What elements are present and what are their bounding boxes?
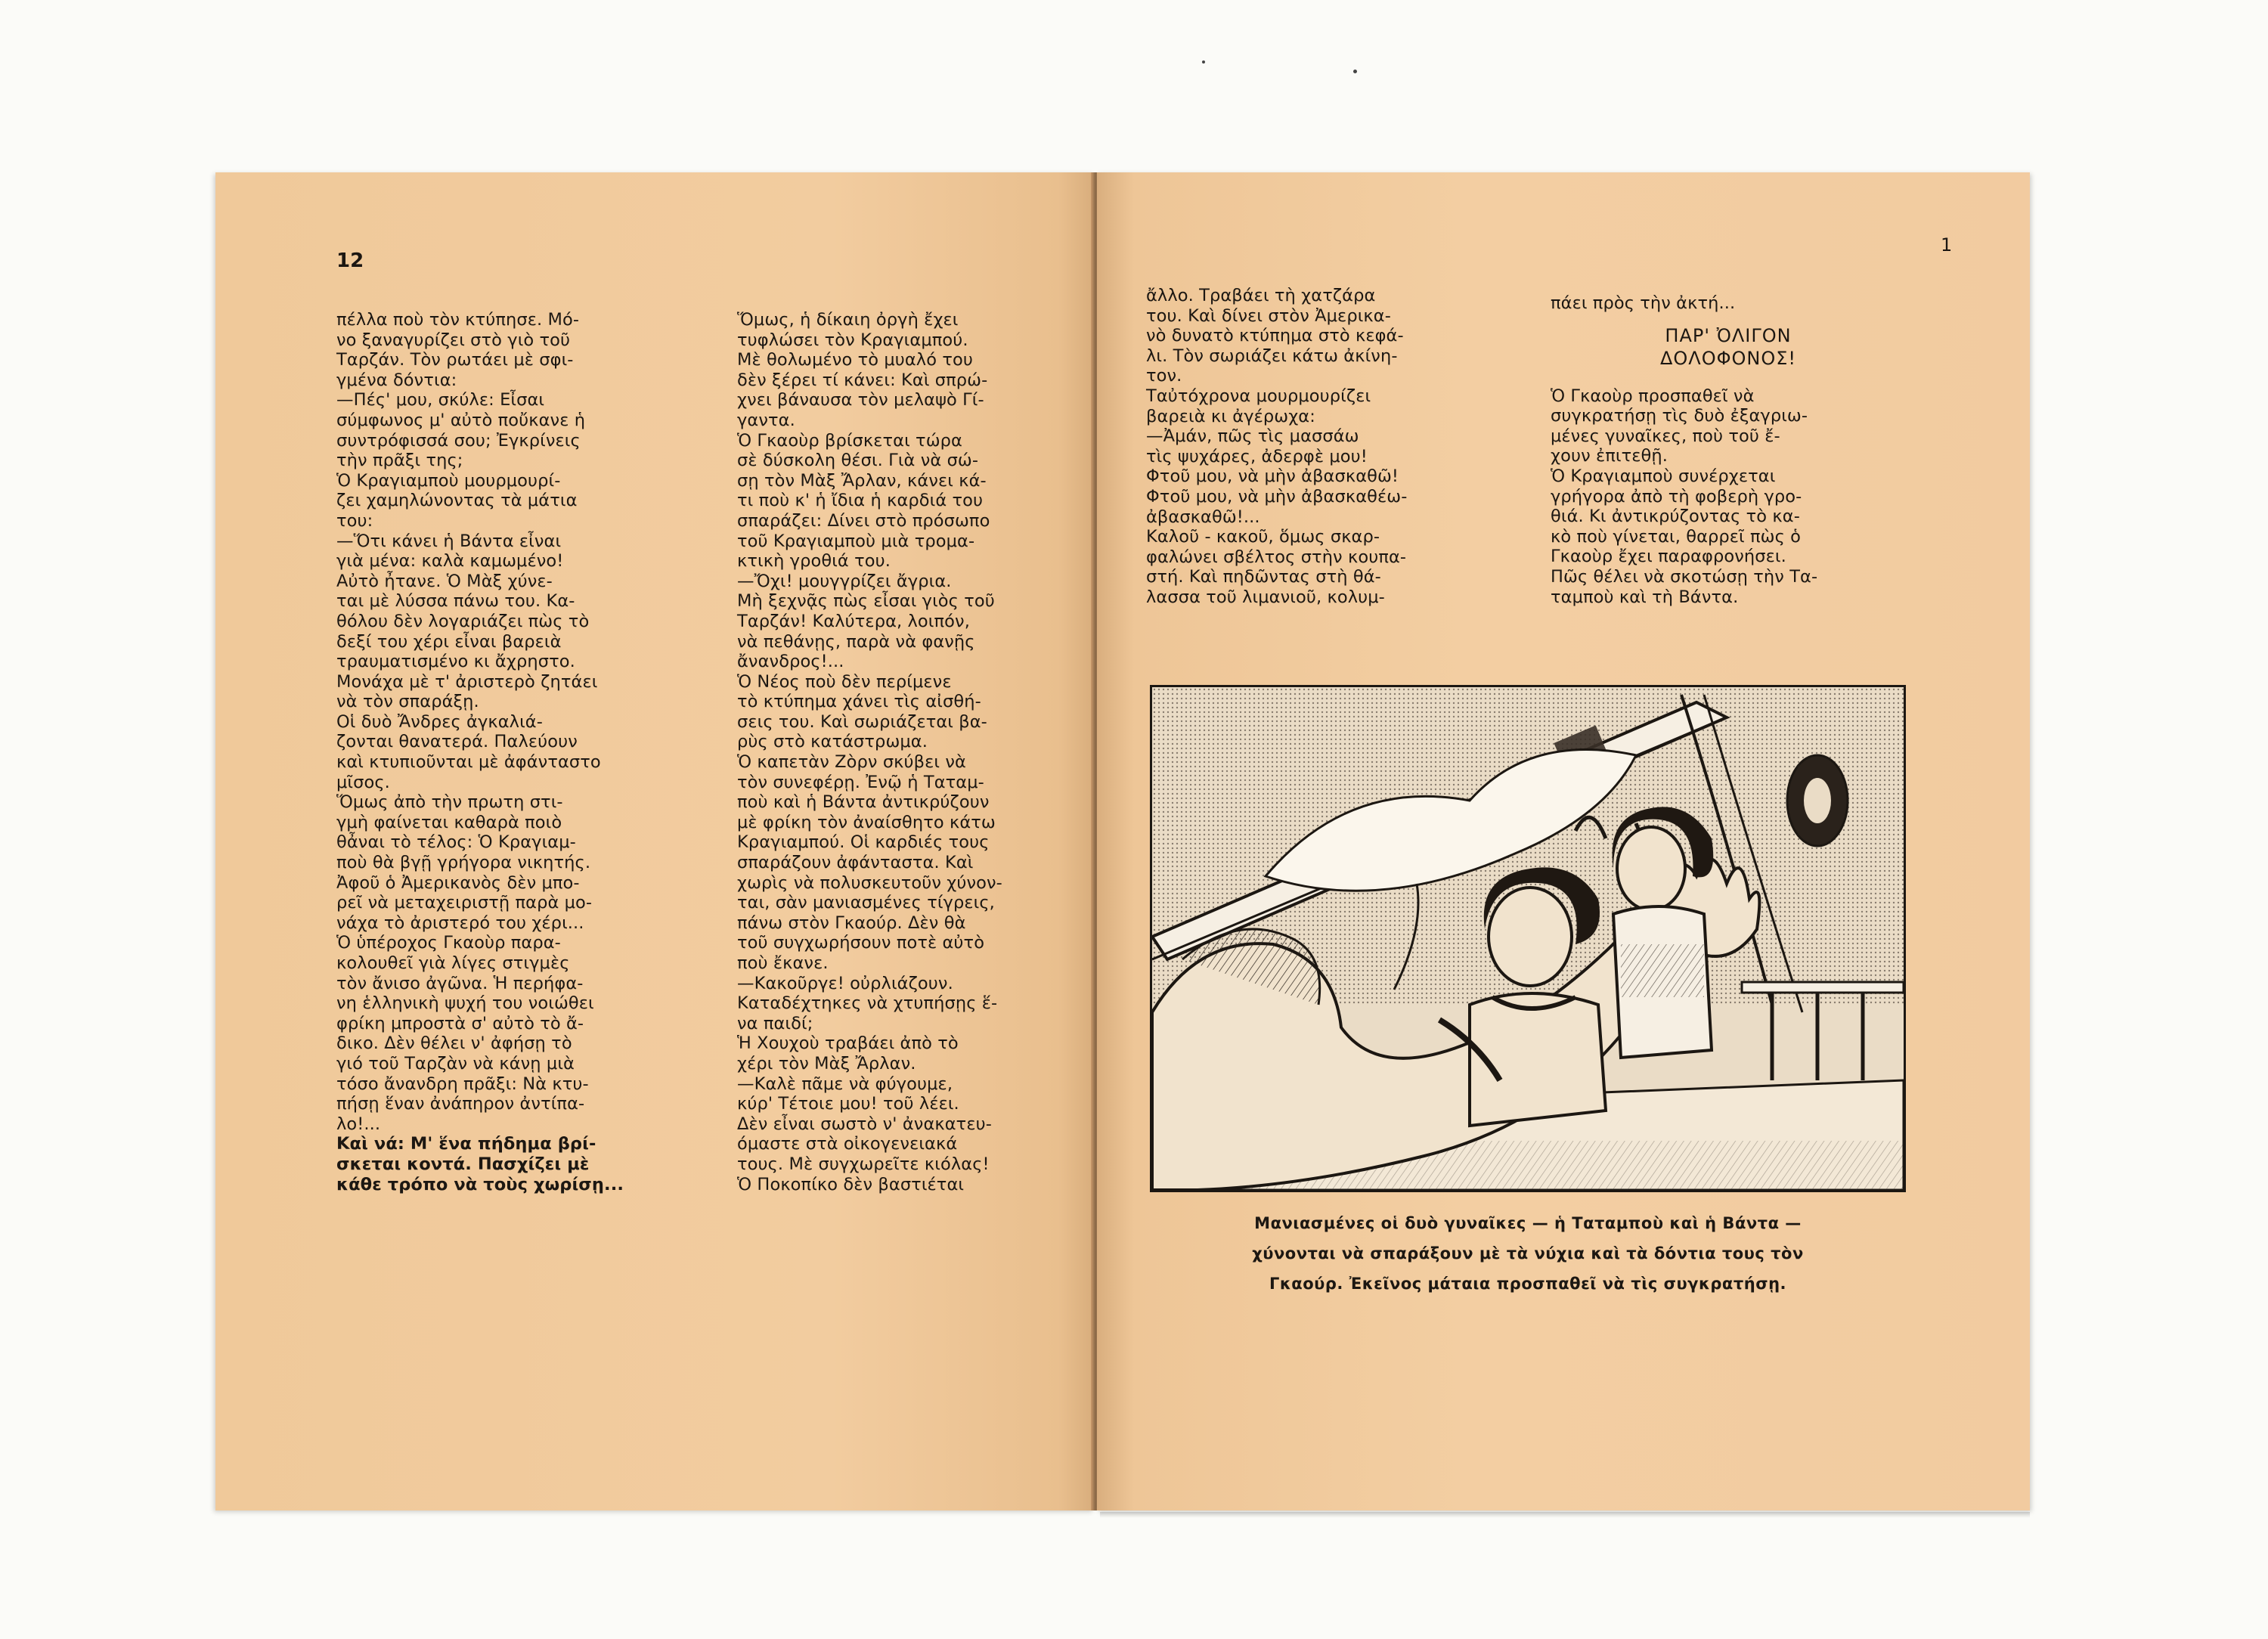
story-illustration <box>1150 685 1906 1192</box>
page-shadow <box>1100 1512 2030 1518</box>
paragraph: Ὁ ὑπέροχος Γκαοὺρ παρα- κολουθεῖ γιὰ λίγες στιγμὲς τὸν ἄνισο ἀγῶνα. Ἡ περήφα- νη ἑλληνικὴ ψυχή του νοιώθει φρίκη μπροστὰ σ' αὐτὸ τὸ ἄ- δικο. Δὲν θέλει ν' ἀφήσῃ τὸ γιό τοῦ Ταρζὰν νὰ κάνῃ μιὰ τόσο ἄνανδρη πρᾶξι: Νὰ κτυ- πήσῃ ἕναν ἀνάπηρον ἀντίπα- λο!... <box>336 933 594 1134</box>
right-page-column-1 <box>1146 286 1509 608</box>
scan-speck <box>1353 70 1357 73</box>
scan-speck <box>1202 60 1205 64</box>
left-page <box>215 172 1094 1510</box>
paragraph: πάει πρὸς τὴν ἀκτή... <box>1551 293 1736 313</box>
page-number-left: 12 <box>336 249 364 272</box>
paragraph: —Καλὲ πᾶμε νὰ φύγουμε, κύρ' Τέτοιε μου! τοῦ λέει. Δὲν εἶναι σωστὸ ν' ἀνακατευ- όμαστε στὰ οἰκογενειακά τους. Μὲ συγχωρεῖτε κιόλας! <box>737 1074 992 1174</box>
paragraph: —Ὄχι! μουγγρίζει ἄγρια. Μὴ ξεχνᾷς πὼς εἶσαι γιὸς τοῦ Ταρζάν! Καλύτερα, λοιπόν, νὰ πεθάνῃς, παρὰ νὰ φανῇς ἄνανδρος!... <box>737 571 995 672</box>
paragraph: —Κακοῦργε! οὐρλιάζουν. Καταδέχτηκες νὰ χτυπήσῃς ἕ- να παιδί; <box>737 973 998 1033</box>
left-page-column-1 <box>336 310 665 1194</box>
paragraph: Ὅμως ἀπὸ τὴν πρωτη στι- γμὴ φαίνεται καθαρὰ ποιὸ θἆναι τὸ τέλος: Ὁ Κραγιαμ- ποὺ θὰ βγῇ γρήγορα νικητής. Ἀφοῦ ὁ Ἀμερικανὸς δὲν μπο- ρεῖ νὰ μεταχειριστῇ παρὰ μο- νάχα τὸ ἀριστερό του χέρι... <box>336 792 593 933</box>
paragraph: Ὁ Νέος ποὺ δὲν περίμενε τὸ κτύπημα χάνει τὶς αἰσθή- σεις του. Καὶ σωριάζεται βα- ρὺς στὸ κατάστρωμα. <box>737 671 987 752</box>
paragraph: Ταὐτόχρονα μουρμουρίζει βαρειὰ κι ἀγέρωχα: <box>1146 386 1371 426</box>
paragraph: Ἡ Χουχοὺ τραβάει ἀπὸ τὸ χέρι τὸν Μὰξ Ἄρλαν. <box>737 1033 959 1074</box>
paragraph: —Πές' μου, σκύλε: Εἶσαι σύμφωνος μ' αὐτὸ ποὔκανε ἡ συντρόφισσά σου; Ἐγκρίνεις τὴν πρᾶξι της; <box>336 390 586 471</box>
paragraph: Καὶ νά: Μ' ἕνα πήδημα βρί- σκεται κοντά. Πασχίζει μὲ κάθε τρόπο νὰ τοὺς χωρίσῃ... <box>336 1134 624 1194</box>
paragraph: Ὁ Γκαοὺρ βρίσκεται τώρα σὲ δύσκολη θέσι. Γιὰ νὰ σώ- σῃ τὸν Μὰξ Ἄρλαν, κάνει κά- τι ποὺ κ' ἡ ἴδια ἡ καρδιά του σπαράζει: Δίνει στὸ πρόσωπο τοῦ Κραγιαμποὺ μιὰ τρομα- κτικὴ γροθιά του. <box>737 430 990 572</box>
left-page-column-2 <box>737 310 1067 1194</box>
paragraph: Ὁ Κραγιαμποὺ συνέρχεται γρήγορα ἀπὸ τὴ φοβερὴ γρο- θιά. Κι ἀντικρύζοντας τὸ κα- κὸ ποὺ γίνεται, θαρρεῖ πὼς ὁ Γκαοὺρ ἔχει παραφρονήσει. Πῶς θέλει νὰ σκοτώσῃ τὴν Τα- ταμποὺ καὶ τὴ Βάντα. <box>1551 466 1818 607</box>
paragraph: Καλοῦ - κακοῦ, ὅμως σκαρ- φαλώνει σβέλτος στὴν κουπα- στή. Καὶ πηδῶντας στὴ θά- λασσα τοῦ λιμανιοῦ, κολυμ- <box>1146 527 1407 607</box>
illustration-drawing <box>1152 687 1904 1190</box>
paragraph: πέλλα ποὺ τὸν κτύπησε. Μό- νο ξαναγυρίζει στὸ γιὸ τοῦ Ταρζάν. Τὸν ρωτάει μὲ σφι- γμένα δόντια: <box>336 310 580 390</box>
paragraph: Αὐτὸ ἦτανε. Ὁ Μὰξ χύνε- ται μὲ λύσσα πάνω του. Κα- θόλου δὲν λογαριάζει πὼς τὸ δεξί του χέρι εἶναι βαρειὰ τραυματισμένο κι ἄχρηστο. Μονάχα μὲ τ' ἀριστερὸ ζητάει νὰ τὸν σπαράξῃ. <box>336 571 598 712</box>
paragraph: Ὅμως, ἡ δίκαιη ὀργὴ ἔχει τυφλώσει τὸν Κραγιαμπού. Μὲ θολωμένο τὸ μυαλό του δὲν ξέρει τί κάνει: Καὶ σπρώ- χνει βάναυσα τὸν μελαψὸ Γί- γαντα. <box>737 310 988 430</box>
right-page-column-2 <box>1551 293 1906 607</box>
section-heading: ΠΑΡ' ὈΛΙΓΟΝ ΔΟΛΟΦΟΝΟΣ! <box>1659 324 1797 369</box>
paragraph: Ὁ Ποκοπίκο δὲν βαστιέται <box>737 1174 965 1194</box>
right-page <box>1097 172 2030 1510</box>
paragraph: Ὁ καπετὰν Ζὸρν σκύβει νὰ τὸν συνεφέρῃ. Ἐνῷ ἡ Ταταμ- ποὺ καὶ ἡ Βάντα ἀντικρύζουν μὲ φρίκη τὸν ἀναίσθητο κάτω Κραγιαμπού. Οἱ καρδιές τους σπαράζουν ἀφάνταστα. Καὶ χωρὶς νὰ πολυσκευτοῦν χύνον- ται, σὰν μανιασμένες τίγρεις, πάνω στὸν Γκαούρ. Δὲν θὰ τοῦ συγχωρήσουν ποτὲ αὐτὸ ποὺ ἔκανε. <box>737 752 1002 973</box>
page-number-right: 1 <box>1941 234 1953 256</box>
paragraph: —Ὅτι κάνει ἡ Βάντα εἶναι γιὰ μένα: καλὰ καμωμένο! <box>336 531 564 572</box>
paragraph: Οἱ δυὸ Ἄνδρες ἀγκαλιά- ζονται θανατερά. Παλεύουν καὶ κτυπιοῦνται μὲ ἀφάνταστο μῖσος. <box>336 711 601 792</box>
booklet-spread <box>215 172 2030 1510</box>
paragraph: Ὁ Κραγιαμποὺ μουρμουρί- ζει χαμηλώνοντας τὰ μάτια του: <box>336 470 578 531</box>
paragraph: —Ἀμάν, πῶς τὶς μασσάω τὶς ψυχάρες, ἀδερφὲ μου! Φτοῦ μου, νὰ μὴν ἀβασκαθῶ! Φτοῦ μου, νὰ μὴν ἀβασκαθέω- ἀβασκαθῶ!... <box>1146 426 1408 527</box>
illustration-caption: Μανιασμένες οἱ δυὸ γυναῖκες — ἡ Ταταμποὺ καὶ ἡ Βάντα — χύνονται νὰ σπαράξουν μὲ τὰ νύχια καὶ τὰ δόντια τους τὸν Γκαούρ. Ἐκεῖνος μάταια προσπαθεῖ νὰ τὶς συγκρατήσῃ. <box>1252 1214 1804 1293</box>
paragraph: ἄλλο. Τραβάει τὴ χατζάρα του. Καὶ δίνει στὸν Ἀμερικα- νὸ δυνατὸ κτύπημα στὸ κεφά- λι. Τὸν σωριάζει κάτω ἀκίνη- τον. <box>1146 286 1404 386</box>
paragraph: Ὁ Γκαοὺρ προσπαθεῖ νὰ συγκρατήσῃ τὶς δυὸ ἐξαγριω- μένες γυναῖκες, ποὺ τοῦ ἔ- χουν ἐπιτεθῇ. <box>1551 386 1808 466</box>
